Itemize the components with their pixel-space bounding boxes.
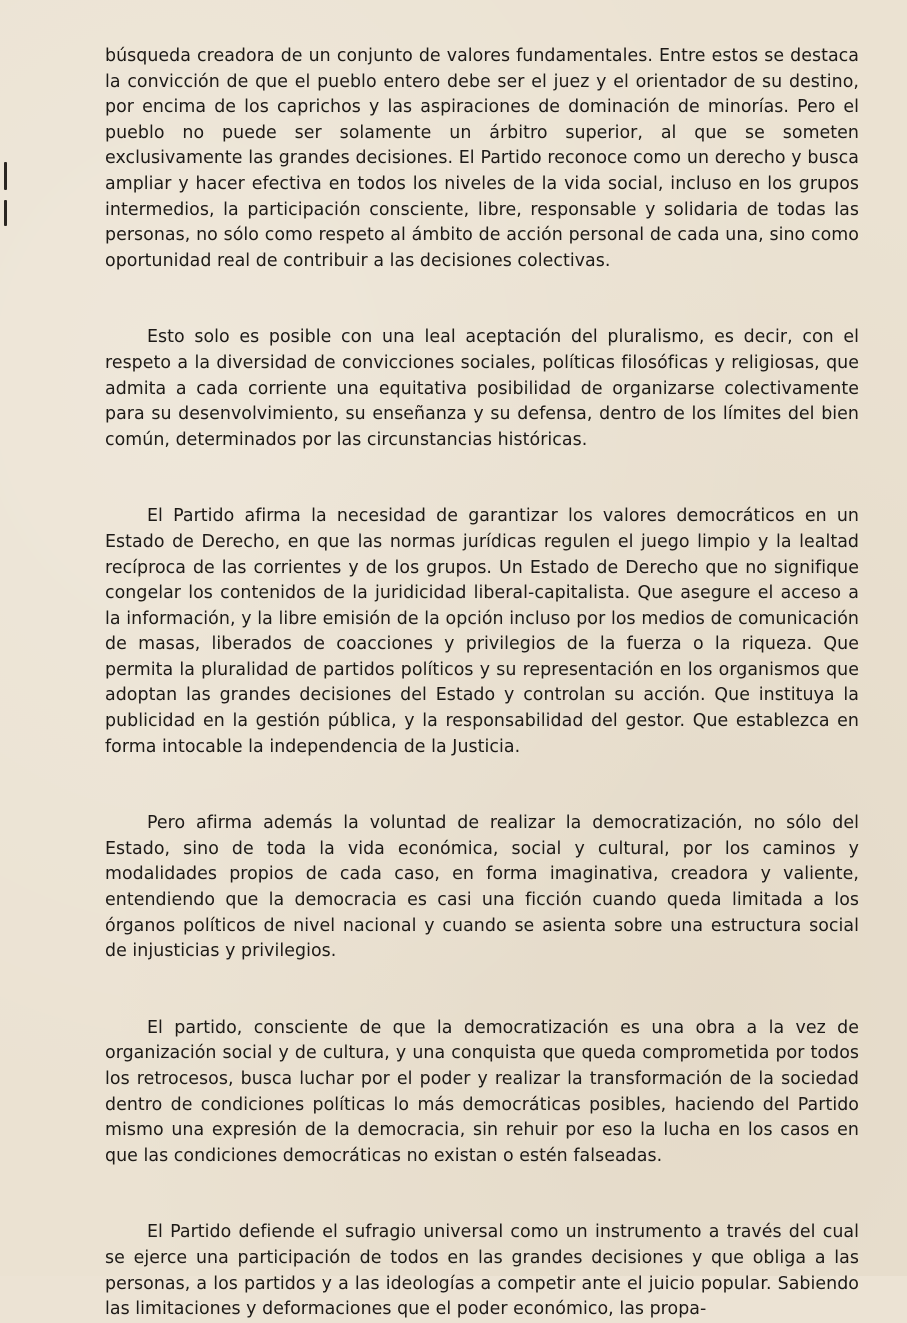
paragraph-pluralism: Esto solo es posible con una leal aceptación del pluralismo, es decir, con el respeto a la diversidad de convicciones sociales, políticas filosóficas y religiosas, que admita a cada corriente una equitativa posibilidad de organizarse colectivamente para su desenvolvimiento, su enseñanza y su defensa, dentro de los límites del bien común, determinados por las circunstancias históricas. [105, 327, 859, 450]
paragraph-gap [105, 453, 859, 504]
paragraph-gap [105, 274, 859, 325]
paragraph-gap [105, 760, 859, 811]
paragraph-rule-of-law: El Partido afirma la necesidad de garantizar los valores democráticos en un Estado de Derecho, en que las normas jurídicas regulen el juego limpio y la lealtad recíproca de las corrientes y de los grupos. Un Estado de Derecho que no signifique congelar los contenidos de la juridicidad liberal-capitalista. Que asegure el acceso a la información, y la libre emisión de la opción incluso por los medios de comunicación de masas, liberados de coacciones y privilegios de la fuerza o la riqueza. Que permita la pluralidad de partidos políticos y su representación en los organismos que adoptan las grandes decisiones del Estado y controlan su acción. Que instituya la publicidad en la gestión pública, y la responsabilidad del gestor. Que establezca en forma intocable la independencia de la Justicia. [105, 506, 859, 757]
paragraph-democratization: Pero afirma además la voluntad de realizar la democratización, no sólo del Estado, sino de toda la vida económica, social y cultural, por los caminos y modalidades propios de cada caso, en forma imaginativa, creadora y valiente, entendiendo que la democracia es casi una ficción cuando queda limitada a los órganos políticos de nivel nacional y cuando se asienta sobre una estructura social de injusticias y privilegios. [105, 813, 859, 962]
binding-mark [4, 162, 7, 190]
paragraph-gap [105, 965, 859, 1016]
paragraph-party-struggle: El partido, consciente de que la democratización es una obra a la vez de organización social y de cultura, y una conquista que queda comprometida por todos los retrocesos, busca luchar por el poder y realizar la transformación de la sociedad dentro de condiciones políticas lo más democráticas posibles, haciendo del Partido mismo una expresión de la democracia, sin rehuir por eso la lucha en los casos en que las condiciones democráticas no existan o estén falseadas. [105, 1017, 859, 1166]
binding-mark [4, 200, 7, 226]
paragraph-suffrage: El Partido defiende el sufragio universal como un instrumento a través del cual se ejerce una participación de todos en las grandes decisiones y que obliga a las personas, a los partidos y a las ideologías a competir ante el juicio popular. Sabiendo las limitaciones y deformaciones que el poder económico, las propa- [105, 1222, 859, 1320]
paragraph-gap [105, 1169, 859, 1220]
paragraph-values: búsqueda creadora de un conjunto de valores fundamentales. Entre estos se destaca la convicción de que el pueblo entero debe ser el juez y el orientador de su destino, por encima de los caprichos y las aspiraciones de dominación de minorías. Pero el pueblo no puede ser solamente un árbitro superior, al que se someten exclusivamente las grandes decisiones. El Partido reconoce como un derecho y busca ampliar y hacer efectiva en todos los niveles de la vida social, incluso en los grupos intermedios, la participación consciente, libre, responsable y solidaria de todas las personas, no sólo como respeto al ámbito de acción personal de cada una, sino como oportunidad real de contribuir a las decisiones colectivas. [105, 46, 859, 271]
text-column [105, 44, 859, 1323]
